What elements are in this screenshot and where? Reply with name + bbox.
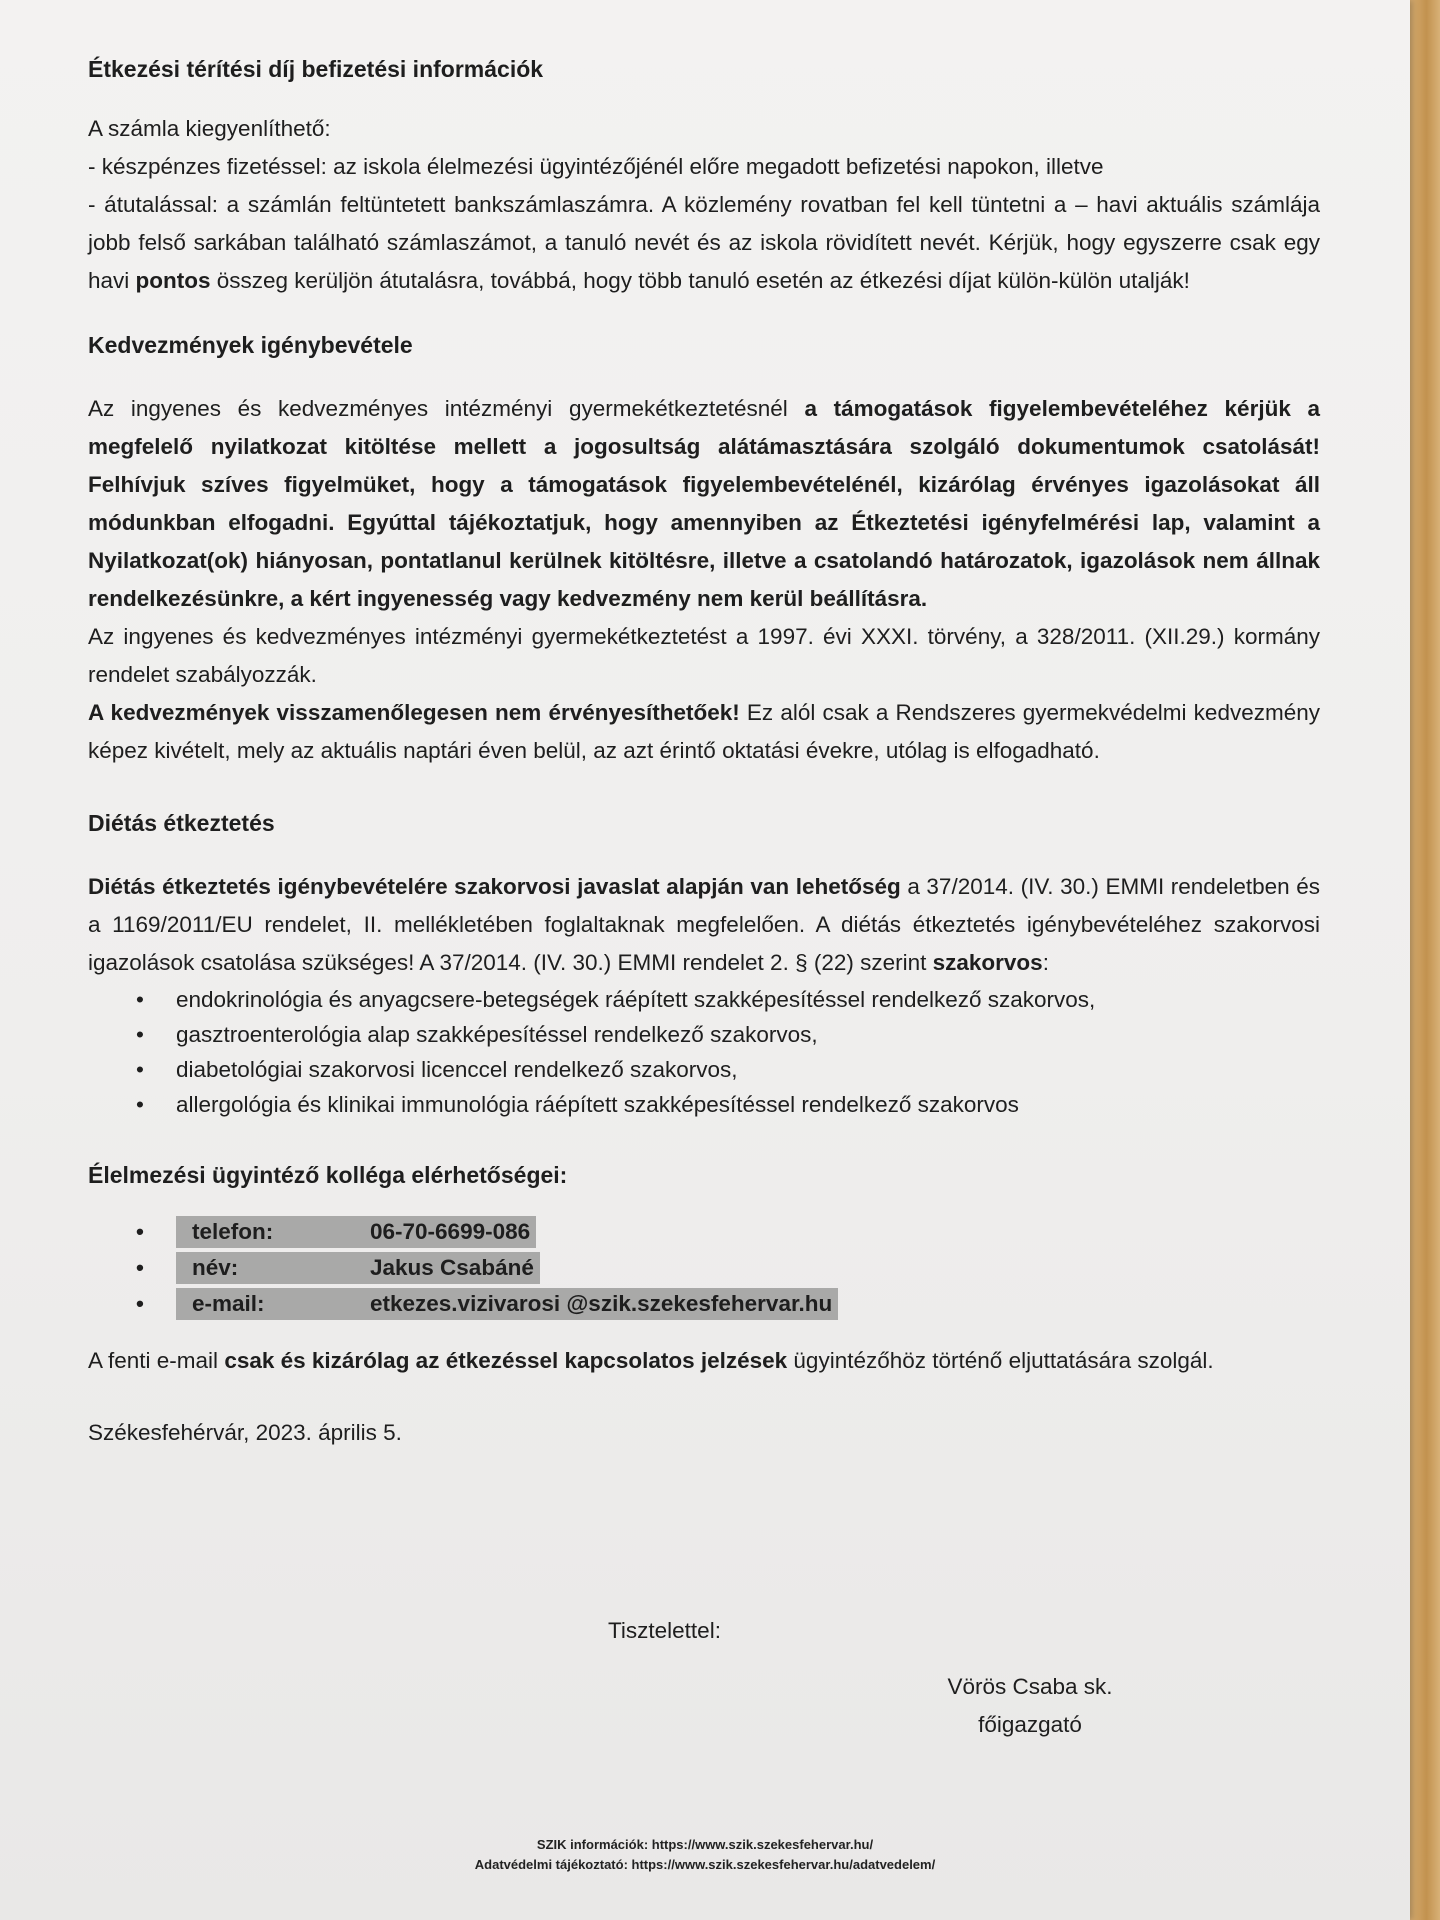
- bullet-icon: •: [136, 1022, 144, 1047]
- phone-value: 06-70-6699-086: [362, 1216, 536, 1248]
- list-item: [130, 982, 1320, 1017]
- discounts-p1-normal: Az ingyenes és kedvezményes intézményi gyermekétkeztetésnél: [88, 396, 805, 421]
- list-item-text: endokrinológia és anyagcsere-betegségek ráépített szakképesítéssel rendelkező szakorvos,: [176, 987, 1096, 1012]
- name-label: név:: [176, 1252, 362, 1284]
- section-title-contact: Élelmezési ügyintéző kolléga elérhetőségei:: [88, 1162, 568, 1188]
- discounts-paragraph-2: Az ingyenes és kedvezményes intézményi gyermekétkeztetést a 1997. évi XXXI. törvény, a 328/2011. (XII.29.) kormány rendelet szabályozzák.: [88, 624, 1320, 687]
- payment-transfer-text-b: összeg kerüljön átutalásra, továbbá, hogy több tanuló esetén az étkezési díjat külön-külön utalják!: [210, 268, 1190, 293]
- footer-privacy-link: Adatvédelmi tájékoztató: https://www.szik.szekesfehervar.hu/adatvedelem/: [474, 1857, 936, 1872]
- bullet-icon: •: [136, 1291, 144, 1316]
- discounts-p3-bold: A kedvezmények visszamenőlegesen nem érvényesíthetőek!: [88, 700, 740, 725]
- phone-label: telefon:: [176, 1216, 362, 1248]
- payment-transfer-text-a: - átutalással: a számlán feltüntetett bankszámlaszámra. A közlemény rovatban fel kell tüntetni a – havi aktuális számlája jobb felső sarkában található számlaszámot, a tanuló nevét és az iskola rövidített nevét. Kérjük, hogy egyszerre csak egy havi: [88, 192, 1320, 293]
- payment-transfer-paragraph: [88, 186, 1320, 300]
- payment-transfer-bold: pontos: [135, 268, 211, 293]
- contact-block: [132, 1216, 912, 1320]
- signature-block: [880, 1668, 1180, 1744]
- name-value: Jakus Csabáné: [362, 1252, 540, 1284]
- list-item-text: gasztroenterológia alap szakképesítéssel rendelkező szakorvos,: [176, 1022, 818, 1047]
- discounts-p1-bold: a támogatások figyelembevételéhez kérjük a megfelelő nyilatkozat kitöltése mellett a jogosultság alátámasztására szolgáló dokumentumok csatolását! Felhívjuk szíves figyelmüket, hogy a támogatások figyelembevételénél, kizárólag érvényes igazolásokat áll módunkban elfogadni. Egyúttal tájékoztatjuk, hogy amennyiben az Étkeztetési igényfelmérési lap, valamint a Nyilatkozat(ok) hiányosan, pontatlanul kerülnek kitöltésre, illetve a csatolandó határozatok, igazolások nem állnak rendelkezésünkre, a kért ingyenesség vagy kedvezmény nem kerül beállításra.: [88, 396, 1320, 611]
- discounts-paragraph-1: [88, 390, 1320, 618]
- bullet-icon: •: [136, 1255, 144, 1280]
- email-value: etkezes.vizivarosi @szik.szekesfehervar.hu: [362, 1288, 838, 1320]
- email-label: e-mail:: [176, 1288, 362, 1320]
- specialist-list: [88, 982, 1320, 1122]
- section-title-discounts: Kedvezmények igénybevétele: [88, 332, 413, 358]
- discounts-p3-normal: Ez alól csak a Rendszeres gyermekvédelmi kedvezmény képez kivételt, mely az aktuális naptári éven belül, az azt érintő oktatási évekre, utólag is elfogadható.: [88, 700, 1320, 763]
- diet-p1-normal: a 37/2014. (IV. 30.) EMMI rendeletben és a 1169/2011/EU rendelet, II. mellékletében foglaltaknak megfelelően. A diétás étkeztetés igénybevételéhez szakorvosi igazolások csatolása szükséges! A 37/2014. (IV. 30.) EMMI rendelet 2. § (22) szerint: [88, 874, 1320, 975]
- contact-row-email: [132, 1288, 912, 1320]
- bullet-icon: •: [136, 1219, 144, 1244]
- diet-p1-bold: Diétás étkeztetés igénybevételére szakorvosi javaslat alapján van lehetőség: [88, 874, 901, 899]
- contact-row-name: [132, 1252, 912, 1284]
- diet-p1-bold2: szakorvos: [932, 950, 1043, 975]
- payment-cash-line: - készpénzes fizetéssel: az iskola élelmezési ügyintézőjénél előre megadott befizetési napokon, illetve: [88, 154, 1104, 179]
- signer-title: főigazgató: [978, 1712, 1082, 1737]
- note-text-b: ügyintézőhöz történő eljuttatására szolgál.: [787, 1348, 1214, 1373]
- place-and-date: Székesfehérvár, 2023. április 5.: [88, 1420, 402, 1445]
- footer: [0, 1835, 1410, 1875]
- contact-row-phone: [132, 1216, 912, 1248]
- bullet-icon: •: [136, 1092, 144, 1117]
- section-title-payment-info: Étkezési térítési díj befizetési információk: [88, 56, 544, 82]
- list-item-text: diabetológiai szakorvosi licenccel rendelkező szakorvos,: [176, 1057, 738, 1082]
- discounts-paragraph-3: [88, 694, 1320, 770]
- list-item: [130, 1017, 1320, 1052]
- payment-intro: A számla kiegyenlíthető:: [88, 116, 331, 141]
- signer-name: Vörös Csaba sk.: [947, 1674, 1113, 1699]
- diet-paragraph: [88, 868, 1320, 982]
- list-item: [130, 1087, 1320, 1122]
- document-body: [88, 50, 1320, 1452]
- list-item-text: allergológia és klinikai immunológia ráépített szakképesítéssel rendelkező szakorvos: [176, 1092, 1019, 1117]
- footer-info-link: SZIK információk: https://www.szik.szekesfehervar.hu/: [536, 1837, 874, 1852]
- bullet-icon: •: [136, 1057, 144, 1082]
- note-bold: csak és kizárólag az étkezéssel kapcsolatos jelzések: [224, 1348, 788, 1373]
- section-title-diet: Diétás étkeztetés: [88, 810, 275, 836]
- note-text-a: A fenti e-mail: [88, 1348, 225, 1373]
- diet-p1-end: :: [1042, 950, 1049, 975]
- email-usage-note: [88, 1342, 1320, 1380]
- list-item: [130, 1052, 1320, 1087]
- closing-greeting: Tisztelettel:: [608, 1618, 721, 1643]
- bullet-icon: •: [136, 987, 144, 1012]
